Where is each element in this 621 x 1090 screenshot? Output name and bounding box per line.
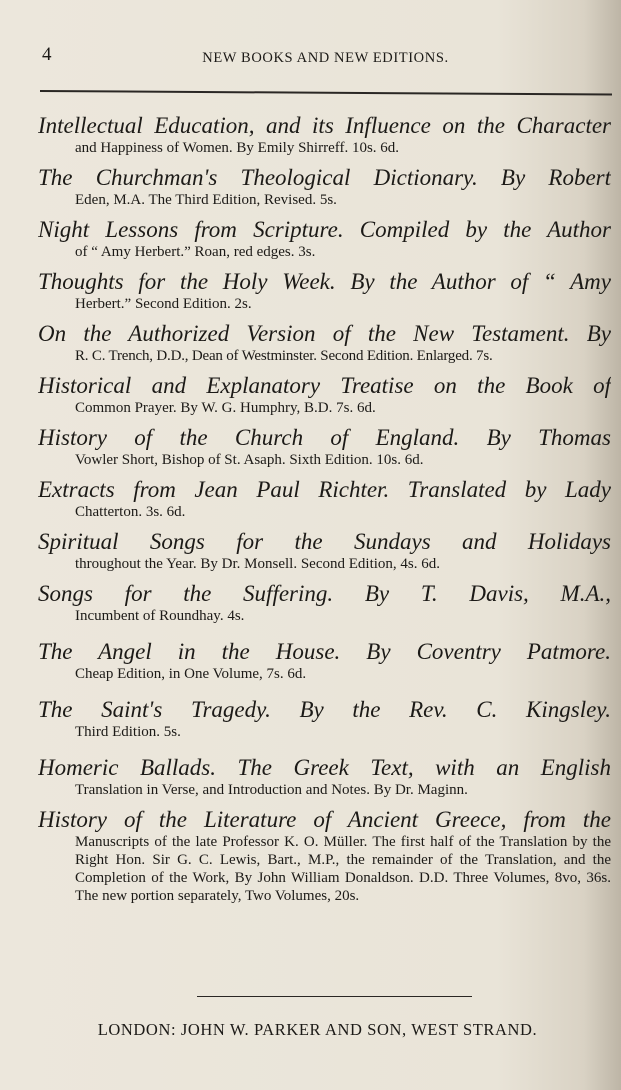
book-title: The Angel in the House. By Coventry Patmore.	[38, 639, 611, 664]
book-entry	[38, 269, 611, 313]
book-description: Third Edition. 5s.	[75, 724, 181, 740]
book-title: History of the Church of England. By Thomas	[38, 425, 611, 450]
book-entry	[38, 373, 611, 417]
book-description: Herbert.” Second Edition. 2s.	[75, 296, 252, 312]
book-entry	[38, 581, 611, 625]
book-entry	[38, 113, 611, 157]
header-rule	[40, 90, 612, 95]
book-description: Common Prayer. By W. G. Humphry, B.D. 7s. 6d.	[75, 400, 376, 416]
book-description: Cheap Edition, in One Volume, 7s. 6d.	[75, 666, 307, 682]
book-title: Extracts from Jean Paul Richter. Translated by Lady	[38, 477, 611, 502]
book-title: Homeric Ballads. The Greek Text, with an English	[38, 755, 611, 780]
book-title: Intellectual Education, and its Influence on the Character	[38, 113, 611, 138]
book-entry	[38, 755, 611, 799]
book-description: Translation in Verse, and Introduction and Notes. By Dr. Maginn.	[75, 782, 468, 798]
book-description: Eden, M.A. The Third Edition, Revised. 5s.	[75, 192, 337, 208]
book-entry	[38, 477, 611, 521]
book-title: Songs for the Suffering. By T. Davis, M.A.,	[38, 581, 611, 606]
book-title: The Churchman's Theological Dictionary. By Robert	[38, 165, 611, 190]
book-description: Vowler Short, Bishop of St. Asaph. Sixth Edition. 10s. 6d.	[75, 452, 424, 468]
book-description: Incumbent of Roundhay. 4s.	[75, 608, 245, 624]
book-list	[38, 113, 611, 913]
book-title: Night Lessons from Scripture. Compiled by the Author	[38, 217, 611, 242]
book-entry	[38, 529, 611, 573]
book-description: and Happiness of Women. By Emily Shirreff. 10s. 6d.	[75, 140, 400, 156]
book-description: R. C. Trench, D.D., Dean of Westminster. Second Edition. Enlarged. 7s.	[75, 348, 493, 364]
book-title: History of the Literature of Ancient Greece, from the	[38, 807, 611, 832]
page-number: 4	[42, 44, 52, 65]
book-title: The Saint's Tragedy. By the Rev. C. Kingsley.	[38, 697, 611, 722]
book-title: On the Authorized Version of the New Testament. By	[38, 321, 611, 346]
publisher-imprint: LONDON: JOHN W. PARKER AND SON, WEST STRAND.	[97, 1020, 538, 1039]
book-entry	[38, 425, 611, 469]
book-entry	[38, 165, 611, 209]
footer-rule	[197, 996, 472, 997]
book-description: Manuscripts of the late Professor K. O. Müller. The first half of the Translation by the Right Hon. Sir G. C. Lewis, Bart., M.P., the remainder of the Translation, and the Completion of the Work, By John William Donaldson. D.D. Three Volumes, 8vo, 36s. The new portion separately, Two Volumes, 20s.	[75, 834, 611, 904]
book-entry	[38, 807, 611, 905]
book-entry	[38, 217, 611, 261]
book-description: throughout the Year. By Dr. Monsell. Second Edition, 4s. 6d.	[75, 556, 440, 572]
book-entry	[38, 697, 611, 741]
book-description: of “ Amy Herbert.” Roan, red edges. 3s.	[75, 244, 316, 260]
book-description: Chatterton. 3s. 6d.	[75, 504, 186, 520]
running-head: NEW BOOKS AND NEW EDITIONS.	[202, 50, 449, 66]
book-title: Historical and Explanatory Treatise on the Book of	[38, 373, 611, 398]
book-title: Spiritual Songs for the Sundays and Holidays	[38, 529, 611, 554]
book-entry	[38, 321, 611, 365]
book-entry	[38, 639, 611, 683]
book-title: Thoughts for the Holy Week. By the Author of “ Amy	[38, 269, 611, 294]
